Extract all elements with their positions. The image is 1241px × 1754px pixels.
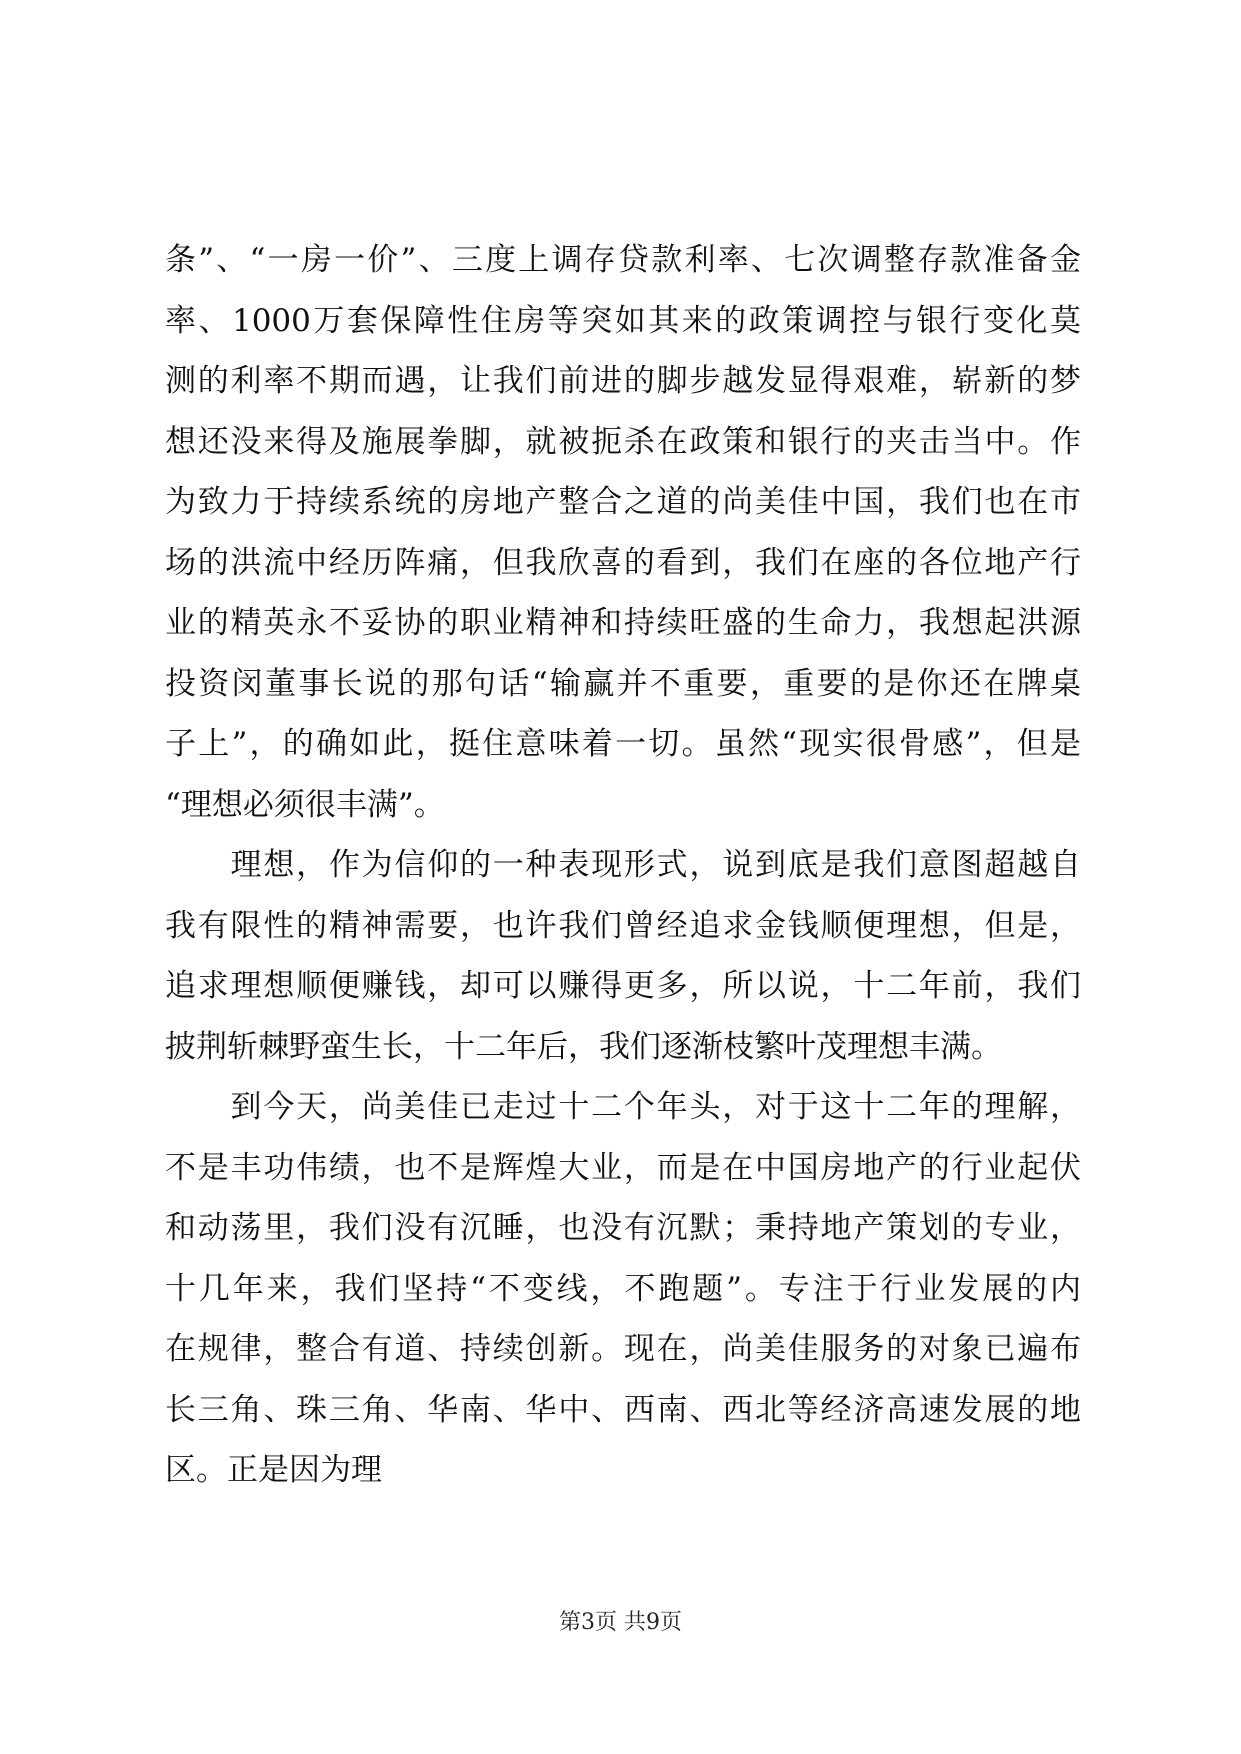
text-line: 率、1000万套保障性住房等突如其来的政策调控与银行变化莫 bbox=[165, 302, 1081, 339]
text-line: 和动荡里，我们没有沉睡，也没有沉默；秉持地产策划的专业， bbox=[165, 1210, 1081, 1246]
text-line: “理想必须很丰满”。 bbox=[165, 786, 445, 823]
text-line: 条”、“一房一价”、三度上调存贷款利率、七次调整存款准备金 bbox=[165, 242, 1081, 278]
text-line: 场的洪流中经历阵痛，但我欣喜的看到，我们在座的各位地产行 bbox=[165, 544, 1081, 581]
text-line: 理想，作为信仰的一种表现形式，说到底是我们意图超越自 bbox=[165, 847, 1081, 883]
text-line: 想还没来得及施展拳脚，就被扼杀在政策和银行的夹击当中。作 bbox=[165, 423, 1081, 460]
text-line: 追求理想顺便赚钱，却可以赚得更多，所以说，十二年前，我们 bbox=[165, 968, 1081, 1004]
page-number: 第3页 共9页 bbox=[559, 1610, 682, 1635]
text-line: 十几年来，我们坚持“不变线，不跑题”。专注于行业发展的内 bbox=[165, 1270, 1081, 1307]
text-line: 到今天，尚美佳已走过十二个年头，对于这十二年的理解， bbox=[165, 1089, 1081, 1125]
text-line: 区。正是因为理 bbox=[165, 1452, 382, 1488]
text-line: 不是丰功伟绩，也不是辉煌大业，而是在中国房地产的行业起伏 bbox=[165, 1149, 1081, 1186]
text-line: 业的精英永不妥协的职业精神和持续旺盛的生命力，我想起洪源 bbox=[165, 605, 1081, 641]
text-line: 在规律，整合有道、持续创新。现在，尚美佳服务的对象已遍布 bbox=[165, 1331, 1081, 1367]
text-line: 子上”，的确如此，挺住意味着一切。虽然“现实很骨感”，但是 bbox=[165, 726, 1081, 762]
page-footer bbox=[0, 1605, 1241, 1636]
text-line: 披荆斩棘野蛮生长，十二年后，我们逐渐枝繁叶茂理想丰满。 bbox=[165, 1028, 1002, 1065]
text-line: 为致力于持续系统的房地产整合之道的尚美佳中国，我们也在市 bbox=[165, 484, 1081, 520]
body-text bbox=[165, 230, 1081, 1501]
text-line: 我有限性的精神需要，也许我们曾经追求金钱顺便理想，但是， bbox=[165, 907, 1081, 944]
text-line: 测的利率不期而遇，让我们前进的脚步越发显得艰难，崭新的梦 bbox=[165, 363, 1081, 399]
text-line: 投资闵董事长说的那句话“输赢并不重要，重要的是你还在牌桌 bbox=[165, 665, 1081, 702]
text-line: 长三角、珠三角、华南、华中、西南、西北等经济高速发展的地 bbox=[165, 1391, 1081, 1428]
